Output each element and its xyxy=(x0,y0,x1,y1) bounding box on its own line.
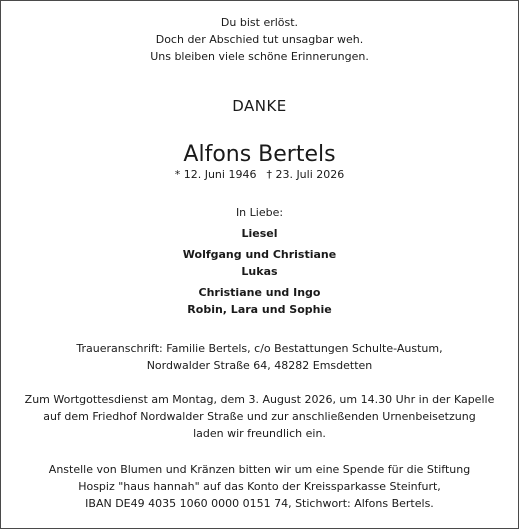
mourner-name: Lukas xyxy=(241,265,278,278)
poem-line: Uns bleiben viele schöne Erinnerungen. xyxy=(150,50,369,63)
deceased-name: Alfons Bertels xyxy=(183,142,336,167)
birth-date: * 12. Juni 1946 xyxy=(174,168,257,181)
address-line: Traueranschrift: Familie Bertels, c/o Bestattungen Schulte-Austum, xyxy=(76,342,443,355)
mourner-name: Christiane und Ingo xyxy=(198,286,321,299)
mourners-intro: In Liebe: xyxy=(235,206,284,219)
donation-line: Hospiz "haus hannah" auf das Konto der Kreissparkasse Steinfurt, xyxy=(78,480,441,493)
address-line: Nordwalder Straße 64, 48282 Emsdetten xyxy=(146,359,373,372)
service-line: Zum Wortgottesdienst am Montag, dem 3. August 2026, um 14.30 Uhr in der Kapelle xyxy=(24,393,495,406)
service-line: auf dem Friedhof Nordwalder Straße und zur anschließenden Urnenbeisetzung xyxy=(43,410,476,423)
life-dates xyxy=(1,168,518,182)
poem-line: Doch der Abschied tut unsagbar weh. xyxy=(155,33,364,46)
service-line: laden wir freundlich ein. xyxy=(193,427,326,440)
mourner-name: Liesel xyxy=(241,227,278,240)
danke-heading: DANKE xyxy=(232,97,287,115)
death-date: † 23. Juli 2026 xyxy=(266,168,345,181)
poem-line: Du bist erlöst. xyxy=(220,16,299,29)
donation-line: Anstelle von Blumen und Kränzen bitten wir um eine Spende für die Stiftung xyxy=(48,463,471,476)
mourner-name: Wolfgang und Christiane xyxy=(182,248,337,261)
donation-line: IBAN DE49 4035 1060 0000 0151 74, Stichwort: Alfons Bertels. xyxy=(85,497,434,510)
mourner-name: Robin, Lara und Sophie xyxy=(187,303,332,316)
